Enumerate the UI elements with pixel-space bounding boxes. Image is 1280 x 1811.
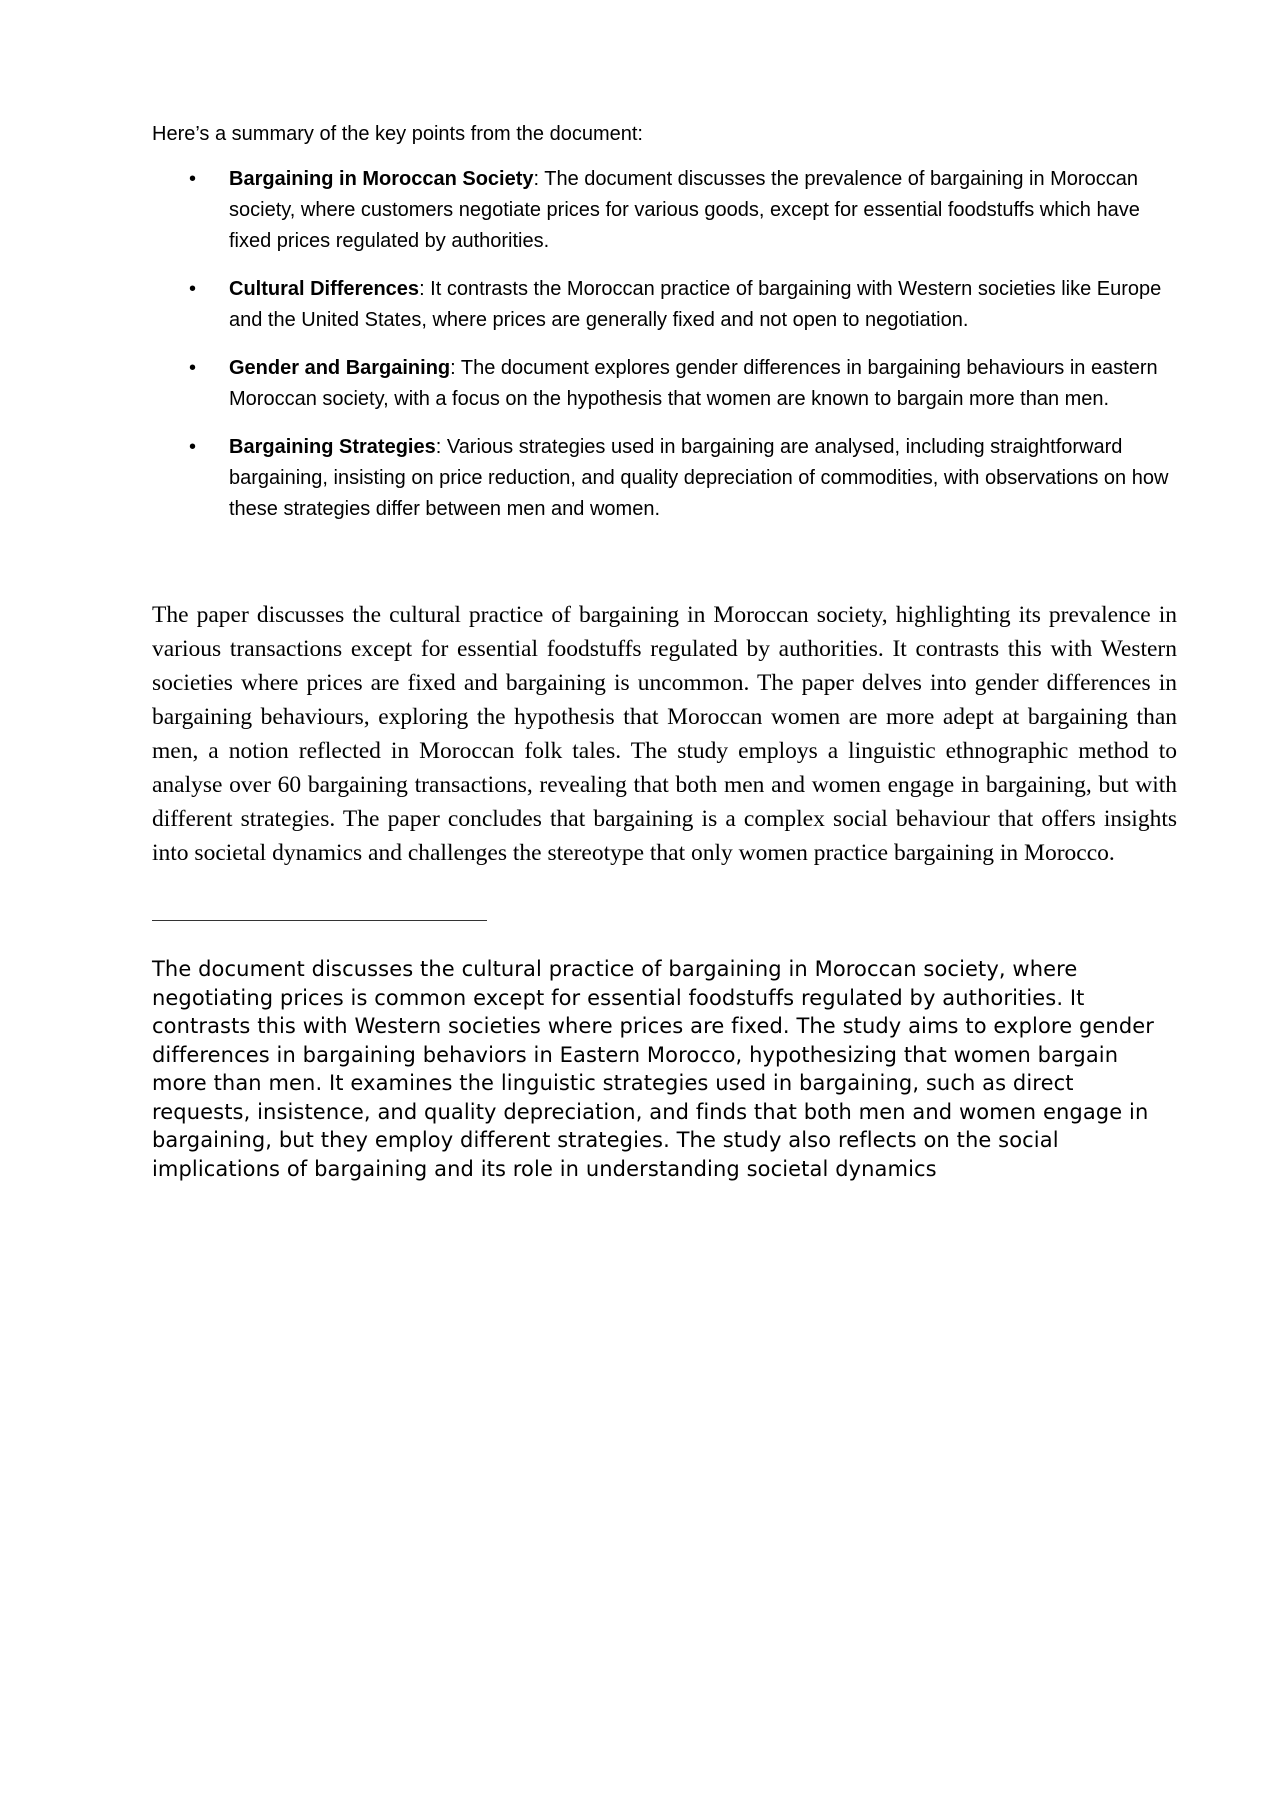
horizontal-divider bbox=[152, 920, 487, 921]
bullet-icon: • bbox=[189, 436, 197, 458]
list-item bbox=[152, 353, 1177, 415]
intro-text: Here’s a summary of the key points from the document: bbox=[152, 123, 643, 145]
bullet-title: Gender and Bargaining bbox=[229, 357, 451, 379]
list-item bbox=[152, 432, 1177, 525]
key-points-list bbox=[152, 164, 1177, 525]
bullet-text: : The document discusses the prevalence of bargaining in Moroccan society, where customers negotiate prices for various goods, except for essential foodstuffs which have fixed prices regulated by authorities. bbox=[229, 168, 1140, 252]
bullet-icon: • bbox=[189, 278, 197, 300]
bullet-title: Bargaining in Moroccan Society bbox=[229, 168, 534, 190]
bullet-icon: • bbox=[189, 168, 197, 190]
bullet-text: : Various strategies used in bargaining are analysed, including straightforward bargaining, insisting on price reduction, and quality depreciation of commodities, with observations on how these strategies differ between men and women. bbox=[229, 436, 1169, 520]
document-page bbox=[152, 120, 1177, 1183]
bullet-icon: • bbox=[189, 357, 197, 379]
list-item bbox=[152, 274, 1177, 336]
list-item bbox=[152, 164, 1177, 257]
bullet-text: : The document explores gender differences in bargaining behaviours in eastern Moroccan society, with a focus on the hypothesis that women are known to bargain more than men. bbox=[229, 357, 1158, 410]
summary-paragraph-sans: The document discusses the cultural practice of bargaining in Moroccan society, where negotiating prices is common except for essential foodstuffs regulated by authorities. It contrasts this with Western societies where prices are fixed. The study aims to explore gender differences in bargaining behaviors in Eastern Morocco, hypothesizing that women bargain more than men. It examines the linguistic strategies used in bargaining, such as direct requests, insistence, and quality depreciation, and finds that both men and women engage in bargaining, but they employ different strategies. The study also reflects on the social implications of bargaining and its role in understanding societal dynamics bbox=[152, 957, 1155, 1181]
bullet-title: Bargaining Strategies bbox=[229, 436, 436, 458]
bullet-title: Cultural Differences bbox=[229, 278, 420, 300]
bullet-text: : It contrasts the Moroccan practice of bargaining with Western societies like Europe and the United States, where prices are generally fixed and not open to negotiation. bbox=[229, 278, 1162, 331]
summary-paragraph-serif: The paper discusses the cultural practice of bargaining in Moroccan society, highlighting its prevalence in various transactions except for essential foodstuffs regulated by authorities. It contrasts this with Western societies where prices are fixed and bargaining is uncommon. The paper delves into gender differences in bargaining behaviours, exploring the hypothesis that Moroccan women are more adept at bargaining than men, a notion reflected in Moroccan folk tales. The study employs a linguistic ethnographic method to analyse over 60 bargaining transactions, revealing that both men and women engage in bargaining, but with different strategies. The paper concludes that bargaining is a complex social behaviour that offers insights into societal dynamics and challenges the stereotype that only women practice bargaining in Morocco. bbox=[152, 602, 1177, 866]
